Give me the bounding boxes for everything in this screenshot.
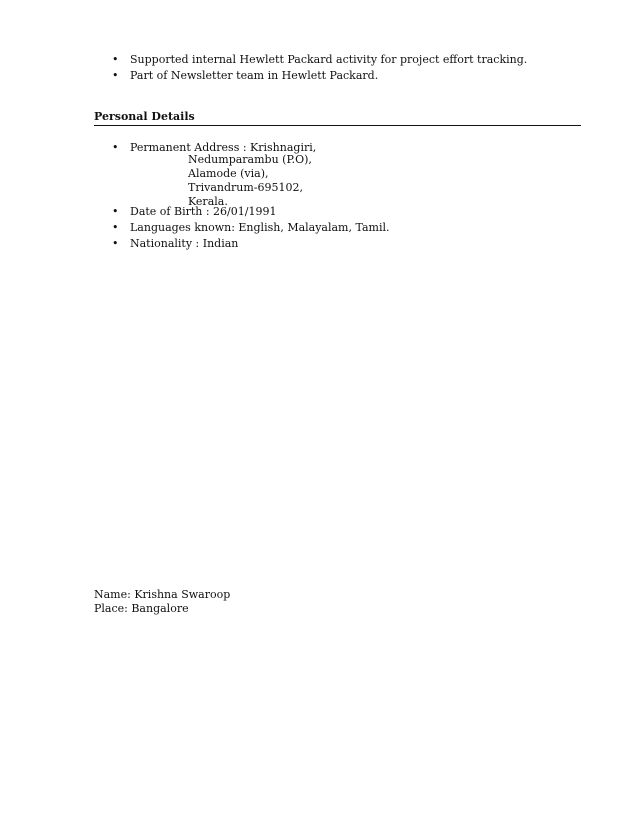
signature-place: Place: Bangalore — [94, 602, 189, 615]
address-line: Kerala. — [188, 195, 228, 208]
nationality: Nationality : Indian — [130, 237, 239, 250]
experience-bullet-text: Supported internal Hewlett Packard activity for project effort tracking. — [130, 53, 528, 66]
bullet-icon: • — [112, 221, 119, 234]
bullet-icon: • — [112, 141, 119, 154]
address-line: Nedumparambu (P.O), — [188, 153, 312, 166]
bullet-icon: • — [112, 69, 119, 82]
experience-bullet-text: Part of Newsletter team in Hewlett Packard. — [130, 69, 379, 82]
bullet-icon: • — [112, 53, 119, 66]
nationality-item — [112, 236, 238, 252]
bullet-icon: • — [112, 237, 119, 250]
section-title-personal-details: Personal Details — [94, 110, 195, 123]
section-divider — [94, 125, 581, 126]
permanent-address-label: Permanent Address : Krishnagiri, — [130, 141, 317, 154]
address-line: Trivandrum-695102, — [188, 181, 303, 194]
bullet-icon: • — [112, 205, 119, 218]
address-line: Alamode (via), — [188, 167, 269, 180]
languages-item — [112, 220, 390, 236]
experience-bullet-item — [112, 68, 378, 84]
dob-item — [112, 204, 276, 220]
experience-bullet-item — [112, 52, 527, 68]
languages-known: Languages known: English, Malayalam, Tamil. — [130, 221, 390, 234]
date-of-birth: Date of Birth : 26/01/1991 — [130, 205, 277, 218]
signature-name: Name: Krishna Swaroop — [94, 588, 231, 601]
